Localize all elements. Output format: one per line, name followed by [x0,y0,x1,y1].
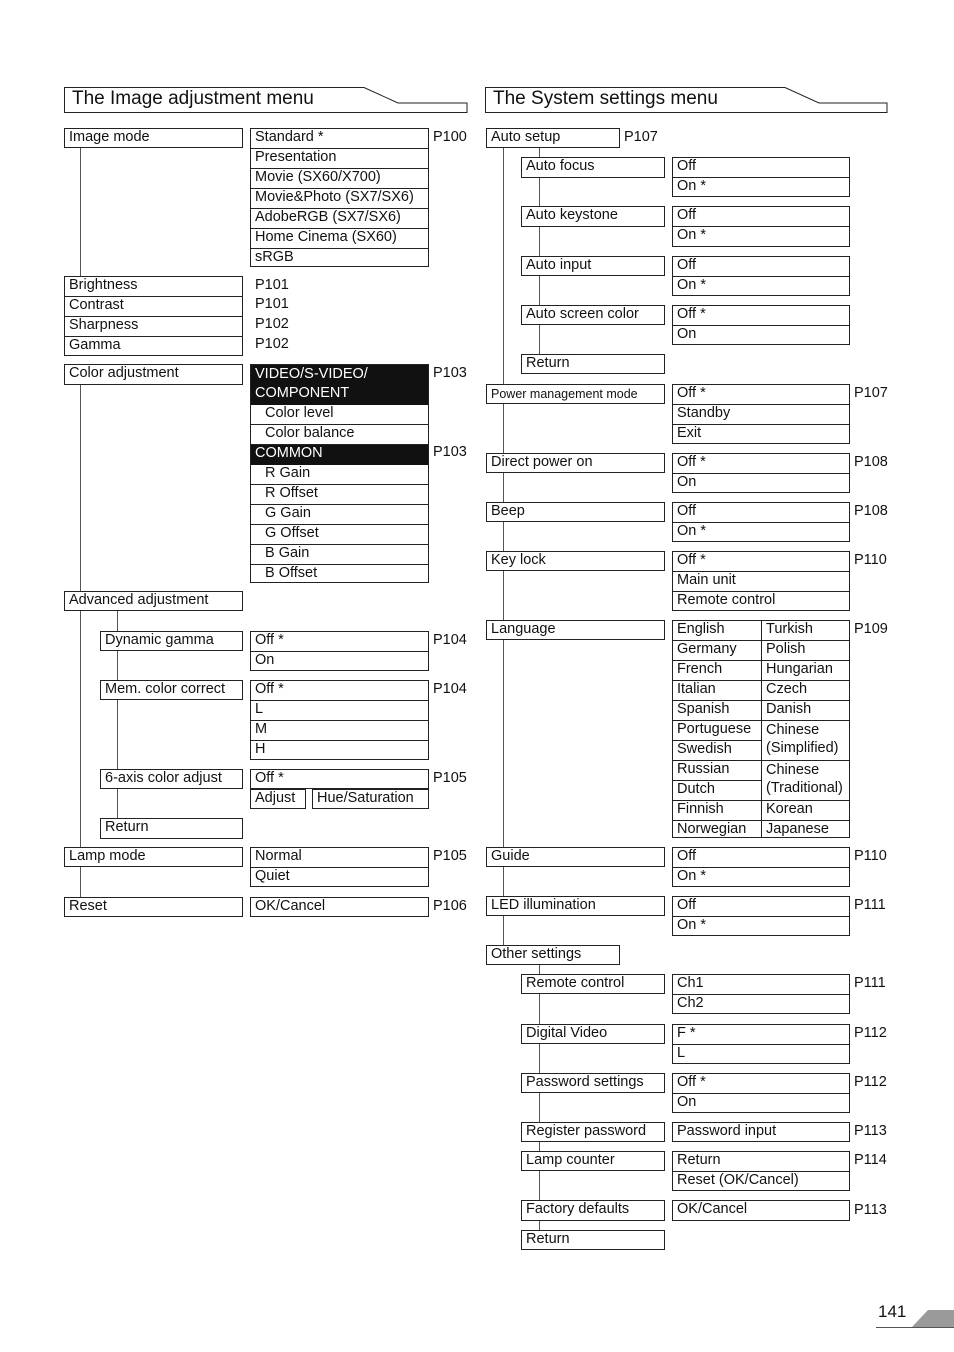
led-illumination-item[interactable]: LED illumination [486,896,665,916]
option-off[interactable]: Off [673,848,849,868]
guide-item[interactable]: Guide [486,847,665,867]
lang-label: (Traditional) [766,780,843,796]
lang-korean[interactable]: Korean [762,801,850,821]
auto-focus-options [672,157,850,197]
g-gain-item[interactable]: G Gain [251,505,428,525]
language-col2 [762,621,850,838]
mem-color-options [250,680,429,760]
connector [539,965,540,1230]
option-main-unit[interactable]: Main unit [673,572,849,592]
other-settings-item[interactable]: Other settings [486,945,620,965]
page-ref: P114 [854,1152,887,1168]
page-ref: P112 [854,1074,887,1090]
language-options [672,620,850,838]
page-ref: P100 [433,129,467,145]
option-off[interactable]: Off * [673,454,849,474]
lang-germany[interactable]: Germany [673,641,761,661]
auto-screen-color-item[interactable]: Auto screen color [521,305,665,325]
lang-chinese-simplified[interactable] [762,721,850,761]
option-on[interactable]: On * [677,227,707,243]
option-on[interactable]: On * [677,917,707,933]
connector [503,404,504,453]
option-h[interactable]: H [255,741,266,757]
sharpness-item[interactable]: Sharpness [65,317,242,337]
option-on[interactable]: On [677,1094,697,1110]
lang-polish[interactable]: Polish [762,641,850,661]
return-item[interactable]: Return [521,354,665,374]
language-col1 [673,621,761,838]
option-on[interactable]: On * [677,277,707,293]
b-gain-item[interactable]: B Gain [251,545,428,565]
page-ref: P106 [433,898,467,914]
option-standby[interactable]: Standby [673,405,849,425]
connector [503,473,504,502]
color-adjustment-options [250,364,429,583]
option-off[interactable]: Off [673,897,849,917]
password-options [672,1073,850,1113]
video-header-line1: VIDEO/S-VIDEO/ [255,366,368,382]
option-off[interactable]: Off [673,158,849,178]
option-off[interactable]: Off [673,503,849,523]
gamma-item[interactable]: Gamma [69,337,121,353]
lang-japanese[interactable]: Japanese [766,821,829,837]
led-options [672,896,850,936]
page-ref: P103 [433,444,467,460]
option-off[interactable]: Off * [673,385,849,405]
option-off[interactable]: Off * [251,632,428,652]
lang-french[interactable]: French [673,661,761,681]
contrast-item[interactable]: Contrast [65,297,242,317]
brightness-item[interactable]: Brightness [65,277,242,297]
lang-czech[interactable]: Czech [762,681,850,701]
guide-options [672,847,850,887]
lang-swedish[interactable]: Swedish [673,741,761,761]
lang-finnish[interactable]: Finnish [673,801,761,821]
connector [80,148,81,276]
option-home-cinema[interactable]: Home Cinema (SX60) [251,229,428,249]
lang-turkish[interactable]: Turkish [762,621,850,641]
option-ch2[interactable]: Ch2 [677,995,704,1011]
beep-item[interactable]: Beep [486,502,665,522]
option-exit[interactable]: Exit [677,425,702,441]
option-f[interactable]: F * [673,1025,849,1045]
option-password-input[interactable]: Password input [672,1122,850,1142]
color-adjustment-item[interactable]: Color adjustment [64,364,243,385]
page-title-right: The System settings menu [493,88,718,109]
option-remote-control[interactable]: Remote control [677,592,776,608]
lang-english[interactable]: English [673,621,761,641]
b-offset-item[interactable]: B Offset [265,565,318,581]
advanced-adjustment-item[interactable]: Advanced adjustment [64,591,243,611]
lamp-mode-options [250,847,429,887]
remote-control-item[interactable]: Remote control [521,974,665,994]
option-off[interactable]: Off [673,257,849,277]
hue-saturation-item[interactable]: Hue/Saturation [312,789,429,809]
option-normal[interactable]: Normal [251,848,428,868]
video-header [251,365,428,405]
key-lock-item[interactable]: Key lock [486,551,665,571]
lang-hungarian[interactable]: Hungarian [762,661,850,681]
page-ref: P109 [854,621,888,637]
option-off[interactable]: Off * [250,769,429,789]
lang-portuguese[interactable]: Portuguese [673,721,761,741]
option-on[interactable]: On [255,652,275,668]
lang-russian[interactable]: Russian [673,761,761,781]
auto-focus-item[interactable]: Auto focus [521,157,665,178]
connector [503,916,504,945]
connector [80,867,81,897]
page-ref: P111 [854,975,886,991]
option-quiet[interactable]: Quiet [255,868,290,884]
page-ref: P103 [433,365,467,381]
page-ref: P110 [854,552,887,568]
page-ref: P101 [255,277,289,293]
connector [503,867,504,896]
page-ref: P113 [854,1123,887,1139]
page-ref: P104 [433,681,467,697]
lang-spanish[interactable]: Spanish [673,701,761,721]
lang-italian[interactable]: Italian [673,681,761,701]
lang-danish[interactable]: Danish [762,701,850,721]
option-on[interactable]: On * [677,868,707,884]
option-l[interactable]: L [251,701,428,721]
lang-label: Chinese [766,762,820,778]
connector [503,571,504,620]
page-ref: P105 [433,848,467,864]
page-ref: P101 [255,296,289,312]
auto-input-item[interactable]: Auto input [521,256,665,276]
page-ref: P107 [854,385,888,401]
option-on[interactable]: On [677,326,697,342]
auto-input-options [672,256,850,296]
color-level-item[interactable]: Color level [251,405,428,425]
key-lock-options [672,551,850,611]
page-number: 141 [878,1302,907,1321]
option-ok-cancel[interactable]: OK/Cancel [250,897,429,917]
image-mode-options [250,128,429,267]
lang-norwegian[interactable]: Norwegian [677,821,747,837]
video-header-line2: COMPONENT [255,385,350,401]
power-management-item[interactable]: Power management mode [486,384,665,404]
option-ch1[interactable]: Ch1 [673,975,849,995]
power-management-options [672,384,850,444]
lamp-counter-options [672,1151,850,1191]
register-password-item[interactable]: Register password [521,1122,665,1142]
return-item[interactable]: Return [100,818,243,839]
option-movie[interactable]: Movie (SX60/X700) [251,169,428,189]
page-ref: P108 [854,454,888,470]
page-ref: P110 [854,848,887,864]
lamp-counter-item[interactable]: Lamp counter [521,1151,665,1171]
page-ref: P105 [433,770,467,786]
connector [503,522,504,551]
direct-power-item[interactable]: Direct power on [486,453,665,473]
page-tab-graphic [876,1308,954,1328]
page-ref: P107 [624,129,658,145]
option-l[interactable]: L [677,1045,686,1061]
option-adobergb[interactable]: AdobeRGB (SX7/SX6) [251,209,428,229]
direct-power-options [672,453,850,493]
option-off[interactable]: Off * [673,552,849,572]
dynamic-gamma-options [250,631,429,671]
connector [80,385,81,591]
option-off[interactable]: Off * [251,681,428,701]
option-standard[interactable]: Standard * [251,129,428,149]
g-offset-item[interactable]: G Offset [251,525,428,545]
lang-dutch[interactable]: Dutch [673,781,761,801]
option-off[interactable]: Off * [673,1074,849,1094]
lang-label: Chinese [766,722,820,738]
image-mode-item[interactable]: Image mode [64,128,243,148]
option-movie-photo[interactable]: Movie&Photo (SX7/SX6) [251,189,428,209]
option-srgb[interactable]: sRGB [255,249,294,265]
reset-item[interactable]: Reset [64,897,243,917]
option-reset[interactable]: Reset (OK/Cancel) [677,1172,799,1188]
six-axis-item[interactable]: 6-axis color adjust [100,769,243,789]
page-ref: P104 [433,632,467,648]
option-off[interactable]: Off [673,207,849,227]
option-on[interactable]: On * [677,178,707,194]
r-gain-item[interactable]: R Gain [251,465,428,485]
lang-label: (Simplified) [766,740,839,756]
option-return[interactable]: Return [673,1152,849,1172]
digital-video-item[interactable]: Digital Video [521,1024,665,1044]
page-ref: P113 [854,1202,887,1218]
mem-color-item[interactable]: Mem. color correct [100,680,243,700]
dynamic-gamma-item[interactable]: Dynamic gamma [100,631,243,651]
auto-keystone-options [672,206,850,247]
option-off[interactable]: Off * [673,306,849,326]
auto-keystone-item[interactable]: Auto keystone [521,206,665,227]
adjust-item[interactable]: Adjust [250,789,306,809]
option-ok-cancel[interactable]: OK/Cancel [672,1200,850,1221]
connector [503,148,504,384]
option-on[interactable]: On * [677,523,707,539]
remote-control-options [672,974,850,1014]
digital-video-options [672,1024,850,1064]
page-title-left: The Image adjustment menu [72,88,314,109]
color-balance-item[interactable]: Color balance [251,425,428,445]
lang-chinese-traditional[interactable] [762,761,850,801]
beep-options [672,502,850,542]
auto-screen-color-options [672,305,850,345]
common-header: COMMON [251,445,428,465]
factory-defaults-item[interactable]: Factory defaults [521,1200,665,1221]
page-ref: P102 [255,336,289,352]
auto-setup-item[interactable]: Auto setup [486,128,620,148]
option-presentation[interactable]: Presentation [251,149,428,169]
page-ref: P112 [854,1025,887,1041]
lamp-mode-item[interactable]: Lamp mode [64,847,243,867]
page-ref: P102 [255,316,289,332]
password-settings-item[interactable]: Password settings [521,1073,665,1093]
option-on[interactable]: On [677,474,697,490]
return-item[interactable]: Return [521,1230,665,1250]
r-offset-item[interactable]: R Offset [251,485,428,505]
connector [503,640,504,847]
page-ref: P108 [854,503,888,519]
page-ref: P111 [854,897,886,913]
language-item[interactable]: Language [486,620,665,640]
option-m[interactable]: M [251,721,428,741]
picture-basic-group [64,276,243,356]
connector [80,611,81,847]
